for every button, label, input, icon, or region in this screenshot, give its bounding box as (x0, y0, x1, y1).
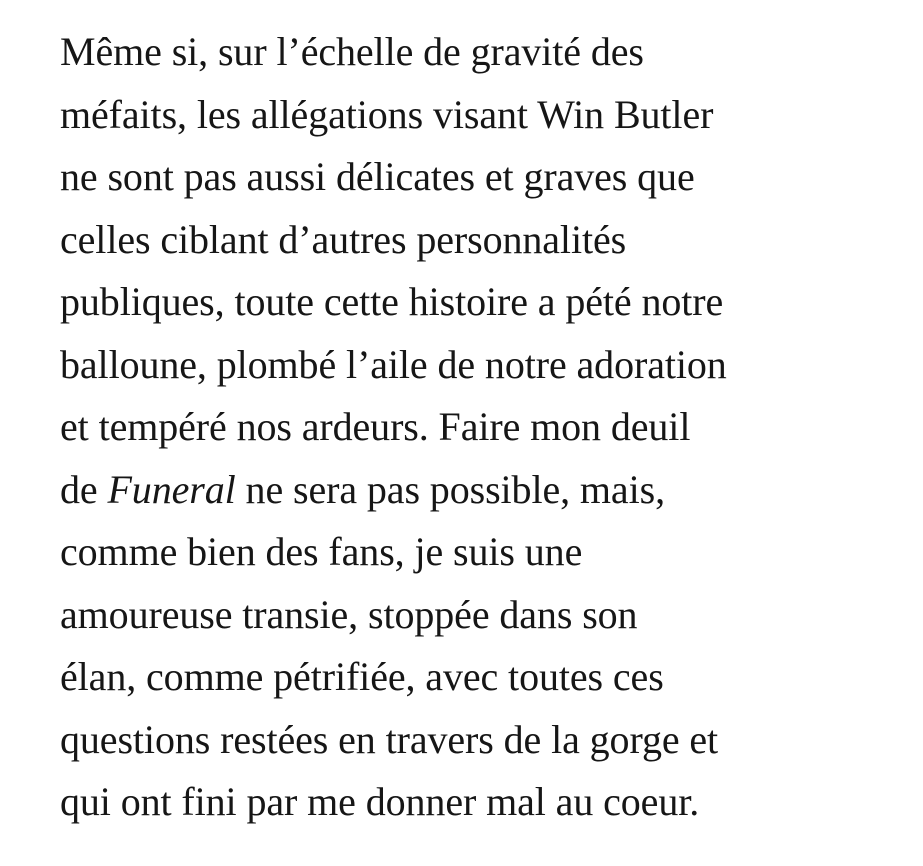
paragraph-line-13: qui ont fini par me donner mal au coeur. (60, 779, 700, 824)
paragraph-line-2: méfaits, les allégations visant Win Butler (60, 91, 714, 137)
paragraph-line-8 (60, 459, 910, 522)
paragraph-line-3: ne sont pas aussi délicates et graves que (60, 154, 695, 199)
paragraph-line-7: et tempéré nos ardeurs. Faire mon deuil (60, 404, 691, 449)
paragraph-line-11: élan, comme pétrifiée, avec toutes ces (60, 654, 664, 699)
line-8-before: de (60, 466, 108, 512)
article-paragraph (60, 21, 910, 834)
paragraph-line-4: celles ciblant d’autres personnalités (60, 216, 627, 262)
paragraph-line-1: Même si, sur l’échelle de gravité des (60, 29, 644, 74)
line-8-after: ne sera pas possible, mais, (235, 466, 665, 512)
paragraph-line-12: questions restées en travers de la gorge et (60, 716, 719, 762)
paragraph-line-6: balloune, plombé l’aile de notre adoration (60, 341, 727, 387)
paragraph-line-10: amoureuse transie, stoppée dans son (60, 591, 638, 637)
paragraph-line-9: comme bien des fans, je suis une (60, 529, 583, 574)
paragraph-line-5: publiques, toute cette histoire a pété notre (60, 279, 724, 324)
album-title-funeral: Funeral (107, 466, 236, 512)
